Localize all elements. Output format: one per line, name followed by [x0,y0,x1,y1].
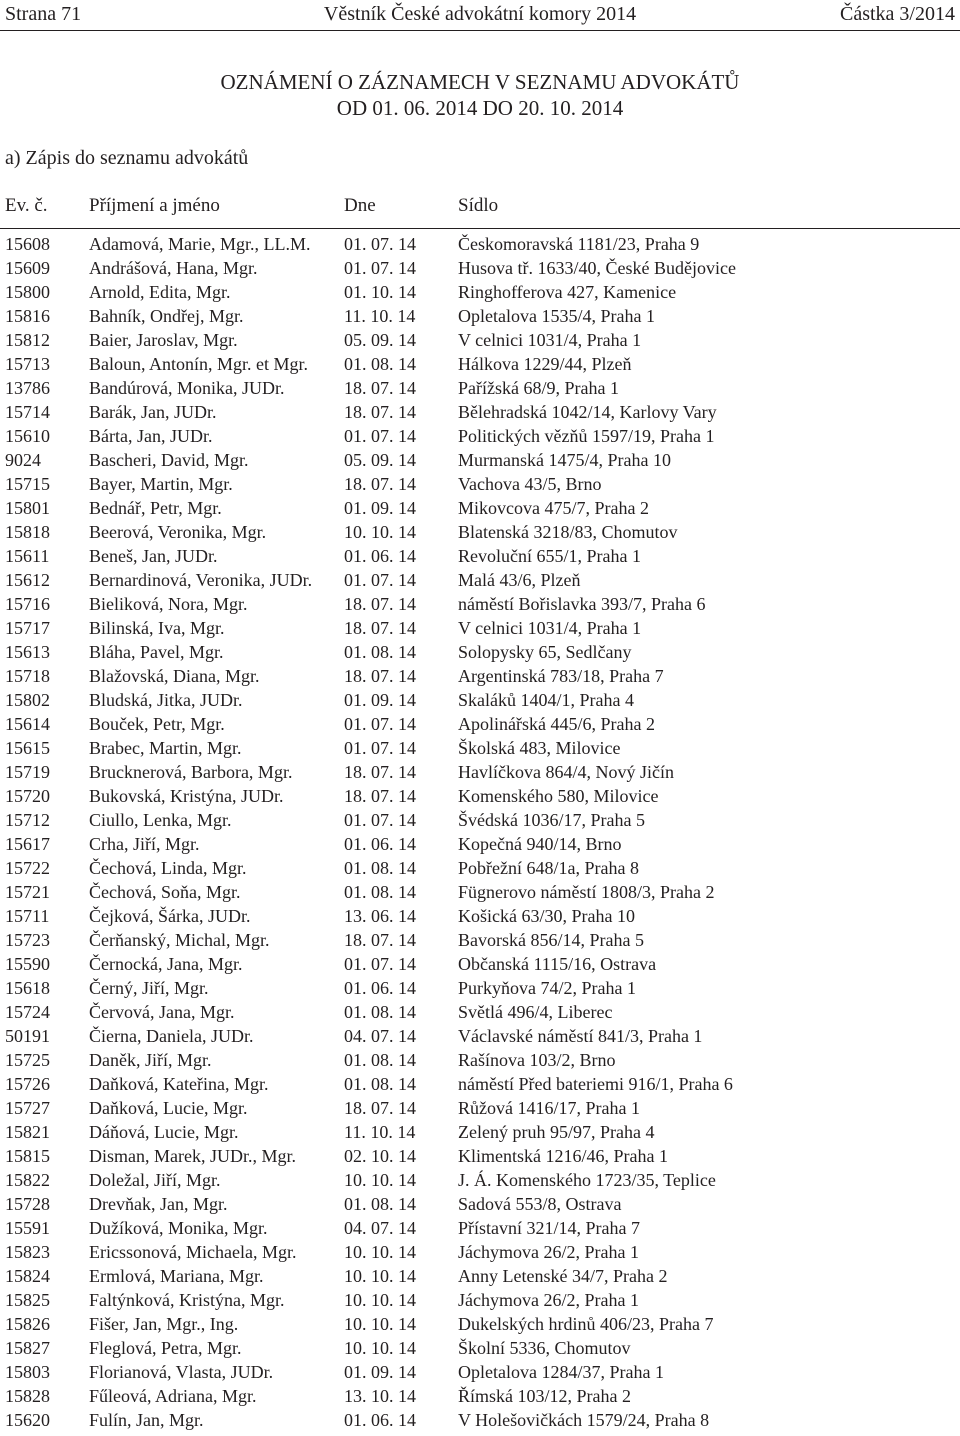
table-row [0,400,960,424]
table-header [0,194,960,218]
table-row [0,1072,960,1096]
running-header [0,2,960,26]
entry-seat: Havlíčkova 864/4, Nový Jičín [458,762,674,782]
table-row [0,736,960,760]
entry-seat: Apolinářská 445/6, Praha 2 [458,714,655,734]
entry-name: Čechová, Linda, Mgr. [89,858,247,878]
entry-seat: Malá 43/6, Plzeň [458,570,581,590]
entry-name: Dužíková, Monika, Mgr. [89,1218,268,1238]
entry-date: 11. 10. 14 [344,306,416,326]
entry-date: 18. 07. 14 [344,474,416,494]
entry-seat: Jáchymova 26/2, Praha 1 [458,1242,639,1262]
entry-seat: Solopysky 65, Sedlčany [458,642,632,662]
entry-ev-number: 15826 [5,1314,50,1334]
announcement-period: OD 01. 06. 2014 DO 20. 10. 2014 [336,96,624,120]
entry-seat: V celnici 1031/4, Praha 1 [458,618,642,638]
entry-date: 01. 08. 14 [344,1194,416,1214]
announcement-title: OZNÁMENÍ O ZÁZNAMECH V SEZNAMU ADVOKÁTŮ [220,70,740,94]
entry-ev-number: 15590 [5,954,50,974]
entry-ev-number: 15725 [5,1050,50,1070]
table-row [0,856,960,880]
table-row [0,712,960,736]
entry-name: Blažovská, Diana, Mgr. [89,666,260,686]
entry-seat: Sadová 553/8, Ostrava [458,1194,622,1214]
entry-seat: Fügnerovo náměstí 1808/3, Praha 2 [458,882,715,902]
entry-date: 01. 07. 14 [344,258,416,278]
entry-date: 18. 07. 14 [344,378,416,398]
column-header-name: Příjmení a jméno [89,195,220,216]
entry-name: Beneš, Jan, JUDr. [89,546,218,566]
entry-name: Adamová, Marie, Mgr., LL.M. [89,234,311,254]
entry-seat: Purkyňova 74/2, Praha 1 [458,978,636,998]
entry-date: 10. 10. 14 [344,1242,416,1262]
entry-ev-number: 15711 [5,906,50,926]
entry-ev-number: 15812 [5,330,50,350]
entry-name: Fűleová, Adriana, Mgr. [89,1386,257,1406]
table-row [0,352,960,376]
entry-seat: Českomoravská 1181/23, Praha 9 [458,234,700,254]
entry-ev-number: 15720 [5,786,50,806]
entry-ev-number: 13786 [5,378,50,398]
entry-ev-number: 15713 [5,354,50,374]
entry-date: 01. 07. 14 [344,738,416,758]
entry-name: Bukovská, Kristýna, JUDr. [89,786,284,806]
entry-seat: Růžová 1416/17, Praha 1 [458,1098,640,1118]
entry-date: 10. 10. 14 [344,1170,416,1190]
table-header-divider [0,228,960,229]
table-row [0,760,960,784]
entry-name: Bilinská, Iva, Mgr. [89,618,225,638]
entry-name: Ermlová, Mariana, Mgr. [89,1266,264,1286]
entry-date: 01. 08. 14 [344,858,416,878]
entry-seat: Argentinská 783/18, Praha 7 [458,666,664,686]
entry-name: Červová, Jana, Mgr. [89,1002,235,1022]
entry-date: 18. 07. 14 [344,930,416,950]
entry-seat: Václavské náměstí 841/3, Praha 1 [458,1026,703,1046]
entry-seat: Pobřežní 648/1a, Praha 8 [458,858,639,878]
entry-ev-number: 15613 [5,642,50,662]
entry-ev-number: 15717 [5,618,50,638]
table-row [0,952,960,976]
entry-date: 10. 10. 14 [344,1314,416,1334]
entry-name: Crha, Jiří, Mgr. [89,834,200,854]
entry-ev-number: 15591 [5,1218,50,1238]
entry-date: 01. 08. 14 [344,354,416,374]
entry-date: 01. 06. 14 [344,1410,416,1430]
entry-date: 10. 10. 14 [344,1338,416,1358]
column-header-ev: Ev. č. [5,195,48,216]
entry-name: Baloun, Antonín, Mgr. et Mgr. [89,354,309,374]
table-row [0,976,960,1000]
entry-ev-number: 15609 [5,258,50,278]
entry-seat: Kopečná 940/14, Brno [458,834,622,854]
entry-name: Barák, Jan, JUDr. [89,402,217,422]
entry-name: Bednář, Petr, Mgr. [89,498,222,518]
table-row [0,832,960,856]
entry-date: 02. 10. 14 [344,1146,416,1166]
entry-name: Bandúrová, Monika, JUDr. [89,378,285,398]
entry-ev-number: 15803 [5,1362,50,1382]
entry-name: Bernardinová, Veronika, JUDr. [89,570,313,590]
entry-date: 18. 07. 14 [344,618,416,638]
entry-seat: Anny Letenské 34/7, Praha 2 [458,1266,668,1286]
issue-number: Částka 3/2014 [840,3,955,25]
entry-seat: Revoluční 655/1, Praha 1 [458,546,641,566]
entry-date: 01. 06. 14 [344,834,416,854]
entry-seat: V celnici 1031/4, Praha 1 [458,330,642,350]
entry-seat: Murmanská 1475/4, Praha 10 [458,450,671,470]
table-row [0,280,960,304]
entry-seat: Mikovcova 475/7, Praha 2 [458,498,649,518]
entry-date: 01. 07. 14 [344,570,416,590]
entry-seat: Školní 5336, Chomutov [458,1338,631,1358]
table-row [0,1384,960,1408]
entry-name: Čechová, Soňa, Mgr. [89,882,241,902]
entry-name: Daňková, Lucie, Mgr. [89,1098,248,1118]
entry-seat: Pařížská 68/9, Praha 1 [458,378,619,398]
entry-name: Faltýnková, Kristýna, Mgr. [89,1290,285,1310]
entry-ev-number: 15715 [5,474,50,494]
entry-ev-number: 15723 [5,930,50,950]
entry-name: Fulín, Jan, Mgr. [89,1410,204,1430]
entry-ev-number: 15824 [5,1266,50,1286]
entry-name: Drevňak, Jan, Mgr. [89,1194,228,1214]
entry-name: Dáňová, Lucie, Mgr. [89,1122,239,1142]
entry-date: 01. 10. 14 [344,282,416,302]
entry-seat: Římská 103/12, Praha 2 [458,1386,631,1406]
entry-ev-number: 15726 [5,1074,50,1094]
entry-name: Ericssonová, Michaela, Mgr. [89,1242,297,1262]
entry-date: 01. 06. 14 [344,546,416,566]
entry-name: Daněk, Jiří, Mgr. [89,1050,212,1070]
entry-ev-number: 15618 [5,978,50,998]
entry-seat: Husova tř. 1633/40, České Budějovice [458,258,736,278]
entry-seat: Ringhofferova 427, Kamenice [458,282,677,302]
entry-seat: Komenského 580, Milovice [458,786,659,806]
table-row [0,640,960,664]
table-row [0,616,960,640]
entry-seat: Světlá 496/4, Liberec [458,1002,613,1022]
entry-ev-number: 9024 [5,450,41,470]
table-row [0,304,960,328]
header-divider [0,30,960,31]
table-row [0,520,960,544]
entry-ev-number: 15801 [5,498,50,518]
entry-ev-number: 15615 [5,738,50,758]
entry-name: Bayer, Martin, Mgr. [89,474,233,494]
entry-ev-number: 15727 [5,1098,50,1118]
entry-name: Čerňanský, Michal, Mgr. [89,930,270,950]
entry-name: Doležal, Jiří, Mgr. [89,1170,221,1190]
table-row [0,1000,960,1024]
table-row [0,1144,960,1168]
table-row [0,928,960,952]
entry-date: 04. 07. 14 [344,1218,416,1238]
entry-seat: Hálkova 1229/44, Plzeň [458,354,632,374]
table-row [0,1408,960,1432]
table-row [0,1336,960,1360]
entry-name: Bahník, Ondřej, Mgr. [89,306,244,326]
entry-date: 18. 07. 14 [344,1098,416,1118]
entry-seat: Opletalova 1284/37, Praha 1 [458,1362,664,1382]
entry-ev-number: 15815 [5,1146,50,1166]
journal-title: Věstník České advokátní komory 2014 [323,3,637,25]
entry-seat: Jáchymova 26/2, Praha 1 [458,1290,639,1310]
entry-date: 10. 10. 14 [344,1266,416,1286]
entry-date: 11. 10. 14 [344,1122,416,1142]
entry-ev-number: 15722 [5,858,50,878]
entry-date: 13. 10. 14 [344,1386,416,1406]
entry-seat: Klimentská 1216/46, Praha 1 [458,1146,668,1166]
table-row [0,256,960,280]
entries-table [0,232,960,1432]
entry-seat: Vachova 43/5, Brno [458,474,602,494]
entry-ev-number: 15608 [5,234,50,254]
entry-date: 05. 09. 14 [344,450,416,470]
table-row [0,1192,960,1216]
entry-ev-number: 15823 [5,1242,50,1262]
entry-date: 01. 09. 14 [344,1362,416,1382]
table-row [0,448,960,472]
entry-ev-number: 15828 [5,1386,50,1406]
entry-seat: Zelený pruh 95/97, Praha 4 [458,1122,655,1142]
table-row [0,328,960,352]
entry-date: 01. 09. 14 [344,498,416,518]
entry-ev-number: 15714 [5,402,50,422]
entry-date: 01. 07. 14 [344,810,416,830]
entry-date: 01. 07. 14 [344,714,416,734]
table-row [0,904,960,928]
entry-ev-number: 15816 [5,306,50,326]
table-row [0,1096,960,1120]
table-row [0,1120,960,1144]
entry-name: Bascheri, David, Mgr. [89,450,249,470]
table-row [0,1264,960,1288]
table-row [0,1288,960,1312]
entry-name: Beerová, Veronika, Mgr. [89,522,267,542]
entry-ev-number: 15610 [5,426,50,446]
page-number: Strana 71 [5,3,82,25]
entry-date: 01. 08. 14 [344,882,416,902]
table-row [0,1168,960,1192]
entry-ev-number: 15821 [5,1122,50,1142]
entry-seat: náměstí Bořislavka 393/7, Praha 6 [458,594,706,614]
table-row [0,1024,960,1048]
entry-seat: Bavorská 856/14, Praha 5 [458,930,644,950]
entry-ev-number: 15620 [5,1410,50,1430]
entry-name: Daňková, Kateřina, Mgr. [89,1074,269,1094]
entry-date: 01. 07. 14 [344,426,416,446]
table-row [0,592,960,616]
entry-date: 01. 08. 14 [344,1074,416,1094]
table-row [0,664,960,688]
entry-date: 18. 07. 14 [344,666,416,686]
entry-seat: J. Á. Komenského 1723/35, Teplice [458,1170,716,1190]
entry-ev-number: 50191 [5,1026,50,1046]
entry-ev-number: 15728 [5,1194,50,1214]
entry-name: Bludská, Jitka, JUDr. [89,690,243,710]
entry-name: Florianová, Vlasta, JUDr. [89,1362,274,1382]
table-row [0,1240,960,1264]
column-header-seat: Sídlo [458,195,499,216]
entry-ev-number: 15822 [5,1170,50,1190]
entry-name: Čejková, Šárka, JUDr. [89,906,251,926]
entry-seat: Politických vězňů 1597/19, Praha 1 [458,426,715,446]
entry-date: 18. 07. 14 [344,402,416,422]
table-row [0,1312,960,1336]
entry-date: 05. 09. 14 [344,330,416,350]
entry-date: 01. 08. 14 [344,1050,416,1070]
table-row [0,568,960,592]
section-heading: a) Zápis do seznamu advokátů [5,147,249,169]
entry-seat: Školská 483, Milovice [458,738,621,758]
entry-name: Disman, Marek, JUDr., Mgr. [89,1146,296,1166]
column-header-date: Dne [344,195,376,216]
entry-seat: V Holešovičkách 1579/24, Praha 8 [458,1410,710,1430]
entry-name: Fišer, Jan, Mgr., Ing. [89,1314,239,1334]
entry-ev-number: 15800 [5,282,50,302]
entry-name: Brucknerová, Barbora, Mgr. [89,762,293,782]
entry-name: Fleglová, Petra, Mgr. [89,1338,242,1358]
entry-name: Arnold, Edita, Mgr. [89,282,231,302]
entry-ev-number: 15614 [5,714,50,734]
table-row [0,1216,960,1240]
entry-ev-number: 15712 [5,810,50,830]
entry-ev-number: 15802 [5,690,50,710]
entry-seat: Přístavní 321/14, Praha 7 [458,1218,640,1238]
entry-date: 18. 07. 14 [344,594,416,614]
entry-date: 13. 06. 14 [344,906,416,926]
entry-date: 18. 07. 14 [344,786,416,806]
entry-seat: Opletalova 1535/4, Praha 1 [458,306,655,326]
entry-seat: Košická 63/30, Praha 10 [458,906,635,926]
entry-ev-number: 15721 [5,882,50,902]
table-row [0,232,960,256]
entry-name: Bárta, Jan, JUDr. [89,426,213,446]
table-row [0,808,960,832]
entry-date: 04. 07. 14 [344,1026,416,1046]
entry-name: Bieliková, Nora, Mgr. [89,594,248,614]
entry-date: 10. 10. 14 [344,522,416,542]
entry-name: Baier, Jaroslav, Mgr. [89,330,238,350]
entry-name: Bláha, Pavel, Mgr. [89,642,224,662]
entry-date: 01. 07. 14 [344,954,416,974]
entry-date: 01. 09. 14 [344,690,416,710]
table-row [0,1048,960,1072]
entry-name: Bouček, Petr, Mgr. [89,714,225,734]
entry-date: 01. 07. 14 [344,234,416,254]
entry-ev-number: 15818 [5,522,50,542]
entry-name: Ciullo, Lenka, Mgr. [89,810,232,830]
entry-ev-number: 15827 [5,1338,50,1358]
entry-ev-number: 15612 [5,570,50,590]
entry-ev-number: 15716 [5,594,50,614]
entry-seat: Bělehradská 1042/14, Karlovy Vary [458,402,717,422]
entry-name: Černocká, Jana, Mgr. [89,954,243,974]
entry-ev-number: 15617 [5,834,50,854]
entry-date: 18. 07. 14 [344,762,416,782]
entry-seat: Rašínova 103/2, Brno [458,1050,616,1070]
table-row [0,496,960,520]
entry-seat: Občanská 1115/16, Ostrava [458,954,657,974]
table-row [0,472,960,496]
entry-seat: Skaláků 1404/1, Praha 4 [458,690,634,710]
entry-name: Černý, Jiří, Mgr. [89,978,209,998]
entry-ev-number: 15719 [5,762,50,782]
entry-name: Brabec, Martin, Mgr. [89,738,242,758]
table-row [0,784,960,808]
entry-seat: Švédská 1036/17, Praha 5 [458,810,645,830]
table-row [0,688,960,712]
table-row [0,1360,960,1384]
entry-ev-number: 15724 [5,1002,50,1022]
entry-seat: náměstí Před bateriemi 916/1, Praha 6 [458,1074,733,1094]
table-row [0,544,960,568]
entry-name: Andrášová, Hana, Mgr. [89,258,258,278]
entry-date: 01. 08. 14 [344,642,416,662]
entry-date: 10. 10. 14 [344,1290,416,1310]
table-row [0,424,960,448]
entry-date: 01. 08. 14 [344,1002,416,1022]
table-row [0,376,960,400]
entry-seat: Blatenská 3218/83, Chomutov [458,522,678,542]
table-row [0,880,960,904]
entry-ev-number: 15611 [5,546,50,566]
entry-seat: Dukelských hrdinů 406/23, Praha 7 [458,1314,714,1334]
entry-ev-number: 15718 [5,666,50,686]
entry-date: 01. 06. 14 [344,978,416,998]
entry-ev-number: 15825 [5,1290,50,1310]
entry-name: Čierna, Daniela, JUDr. [89,1026,254,1046]
